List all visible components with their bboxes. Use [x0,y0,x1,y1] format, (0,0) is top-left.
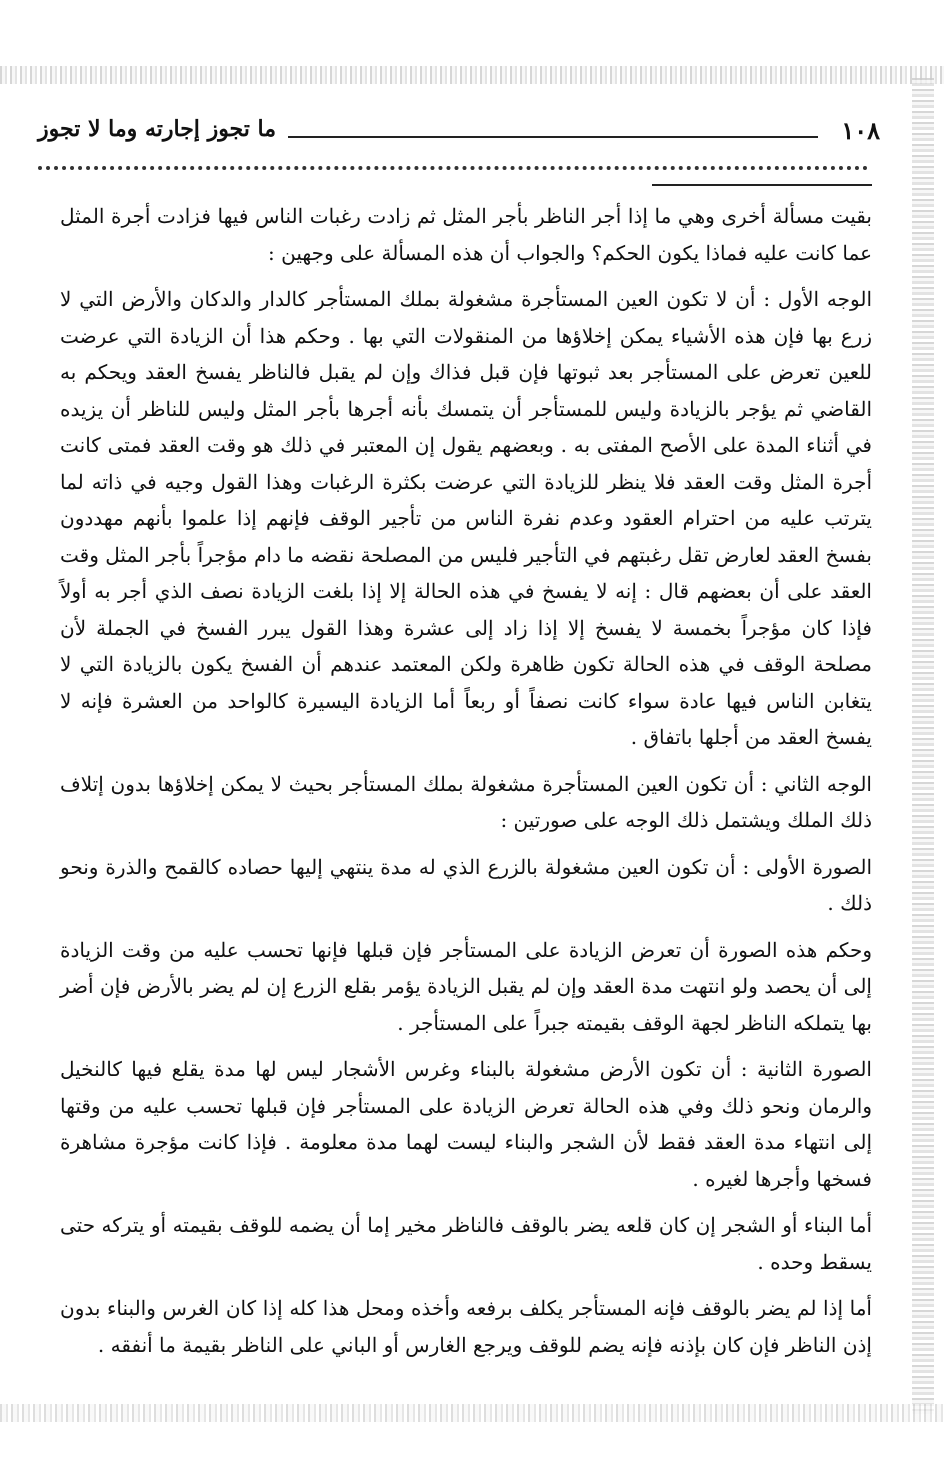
scan-border-right [912,78,934,1414]
paragraph-first-form-ruling: وحكم هذه الصورة أن تعرض الزيادة على المستأجر فإن قبلها فإنها تحسب عليه من وقت الزيادة إلى أن يحصد ولو انتهت مدة العقد وإن لم يقبل الزيادة يؤمر بقلع الزرع إن لم يضر بالأرض فإن أضر بها يتملكه الناظر لجهة الوقف بقيمته جبراً على المستأجر . [60,937,872,1035]
header-rule [288,136,818,138]
section-rule [652,184,872,186]
paragraph-first-form: الصورة الأولى : أن تكون العين مشغولة بالزرع الذي له مدة ينتهي إليها حصاده كالقمح والذرة ونحو ذلك . [60,854,872,915]
paragraph-intro: بقيت مسألة أخرى وهي ما إذا أجر الناظر بأجر المثل ثم زادت رغبات الناس فيها فزادت أجرة المثل عما كانت عليه فماذا يكون الحكم؟ والجواب أن هذه المسألة على وجهين : [60,204,872,265]
paragraph-no-harm: أما إذا لم يضر بالوقف فإنه المستأجر يكلف برفعه وأخذه ومحل هذا كله إذا كان الغرس والبناء بدون إذن الناظر فإن كان بإذنه فإنه يضم للوقف ويرجع الغارس أو الباني على الناظر بقيمة ما أنفقه . [60,1296,872,1357]
page-header [38,114,880,158]
paragraph-first-case: الوجه الأول : أن لا تكون العين المستأجرة مشغولة بملك المستأجر كالدار والدكان والأرض التي لا زرع بها فإن هذه الأشياء يمكن إخلاؤها من المنقولات التي بها . وحكم هذا أن الزيادة التي عرضت للعين تعرض على المستأجر بعد ثبوتها فإن قبل فذاك وإن لم يقبل فالناظر يفسخ العقد ويحكم به القاضي ثم يؤجر بالزيادة وليس للمستأجر أن يتمسك بأنه أجرها بأجر المثل وليس للناظر أن يزيده في أثناء المدة على الأصح المفتى به . وبعضهم يقول إن المعتبر في ذلك هو وقت العقد فمتى كانت أجرة المثل وقت العقد فلا ينظر للزيادة التي عرضت بكثرة الرغبات وهذا القول وجيه في ذاته لما يترتب عليه من احترام العقود وعدم نفرة الناس من تأجير الوقف فإنهم إذا علموا بأنهم مهددون بفسخ العقد لعارض تقل رغبتهم في التأجير فليس من المصلحة نقضه ما دام مؤجراً بأجر المثل وقت العقد على أن بعضهم قال : إنه لا يفسخ في هذه الحالة إلا إذا بلغت الزيادة نصف الذي أجر به أولاً فإذا كان مؤجراً بخمسة لا يفسخ إلا إذا زاد إلى عشرة وهذا القول يبرر الفسخ في الجملة لأن مصلحة الوقف في هذه الحالة تكون ظاهرة ولكن المعتمد عندهم أن الفسخ يكون بالزيادة التي لا يتغابن الناس فيها عادة سواء كانت نصفاً أو ربعاً أما الزيادة اليسيرة كالواحد من العشرة فإنه لا يفسخ العقد من أجلها باتفاق . [60,287,873,749]
paragraph-building-trees: أما البناء أو الشجر إن كان قلعه يضر بالوقف فالناظر مخير إما أن يضمه للوقف بقيمته أو يتركه حتى يسقط وحده . [60,1213,872,1274]
scan-border-top [0,66,944,84]
paragraph-second-form: الصورة الثانية : أن تكون الأرض مشغولة بالبناء وغرس الأشجار ليس لها مدة يقلع فيها كالنخيل والرمان ونحو ذلك وفي هذه الحالة تعرض الزيادة على المستأجر فإن قبلها تحسب عليه من وقتها إلى انتهاء مدة العقد فقط لأن الشجر والبناء ليست لهما مدة معلومة . فإذا كانت مؤجرة مشاهرة فسخها وأجرها لغيره . [60,1057,873,1191]
page-number: ١٠٨ [841,116,880,145]
scan-border-bottom [0,1404,944,1422]
paragraph-second-case: الوجه الثاني : أن تكون العين المستأجرة مشغولة بملك المستأجر بحيث لا يمكن إخلاؤها بدون إتلاف ذلك الملك ويشتمل ذلك الوجه على صورتين : [60,771,872,832]
body-text [60,198,872,1373]
running-title: ما تجوز إجارته وما لا تجوز [38,116,277,142]
dotted-separator [38,166,868,170]
